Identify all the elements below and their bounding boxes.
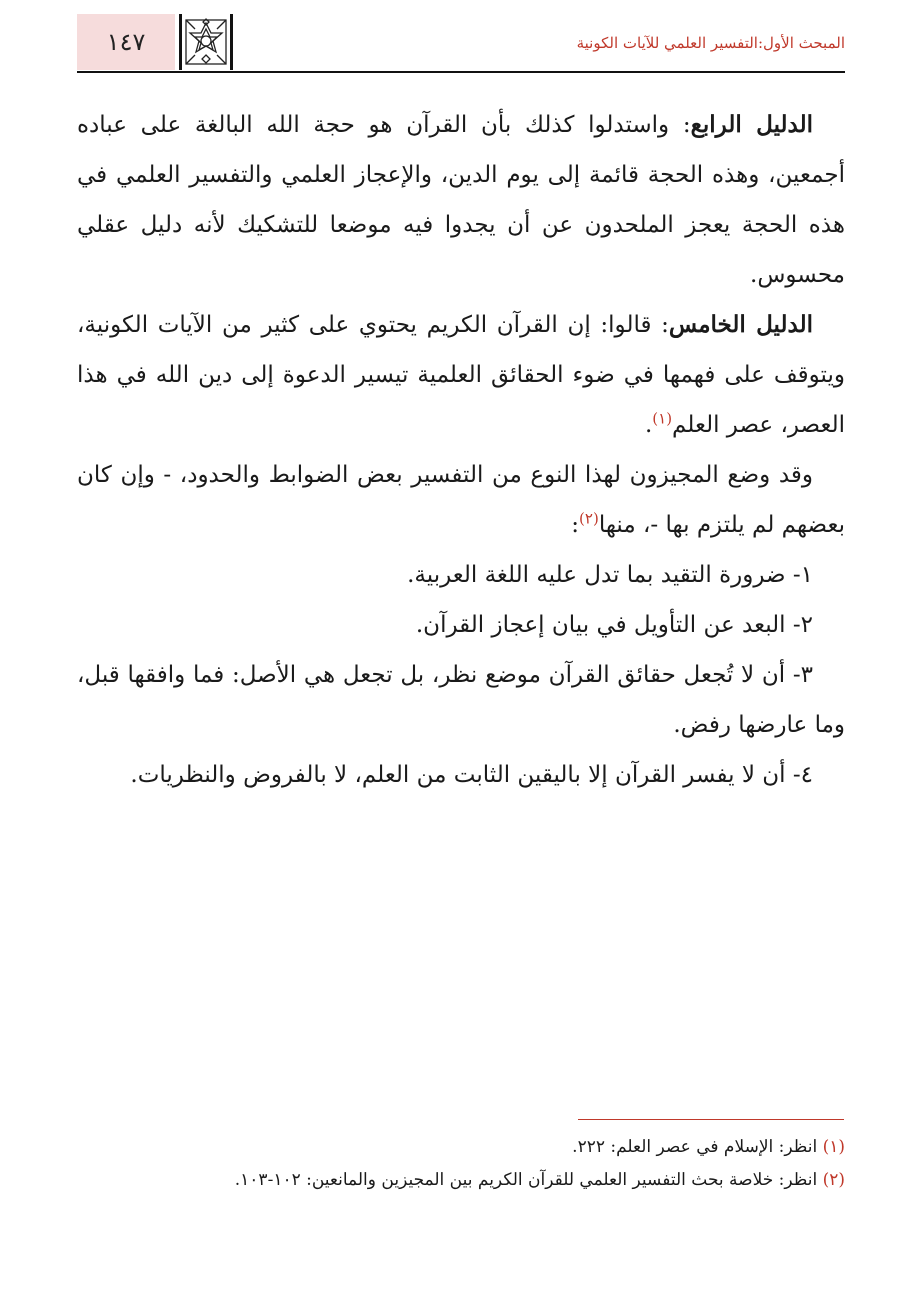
footnote-1-text: انظر: الإسلام في عصر العلم: ٢٢٢. bbox=[572, 1137, 823, 1157]
criteria-item-1: ١- ضرورة التقيد بما تدل عليه اللغة العربية. bbox=[407, 562, 813, 588]
footnote-2 bbox=[77, 1164, 845, 1197]
geometric-star-ornament-icon bbox=[175, 14, 237, 70]
running-title: المبحث الأول:التفسير العلمي للآيات الكونية bbox=[576, 34, 845, 52]
page-number: ١٤٧ bbox=[77, 14, 175, 70]
footnote-2-text: انظر: خلاصة بحث التفسير العلمي للقرآن الكريم بين المجيزين والمانعين: ١٠٢-١٠٣. bbox=[234, 1170, 823, 1190]
criteria-item-3: ٣- أن لا تُجعل حقائق القرآن موضع نظر، بل تجعل هي الأصل: فما وافقها قبل، وما عارضها رفض. bbox=[77, 662, 845, 738]
footnote-divider bbox=[578, 1119, 844, 1120]
footnote-2-number: (٢) bbox=[822, 1170, 845, 1190]
fourth-proof-text: : واستدلوا كذلك بأن القرآن هو حجة الله البالغة على عباده أجمعين، وهذه الحجة قائمة إلى يوم الدين، والإعجاز العلمي والتفسير العلمي في هذه الحجة يعجز الملحدون عن أن يجدوا فيه موضعا للتشكيك لأنه دليل عقلي محسوس. bbox=[77, 112, 845, 288]
fifth-proof-text: : قالوا: إن القرآن الكريم يحتوي على كثير من الآيات الكونية، ويتوقف على فهمها في ضوء الحقائق العلمية تيسير الدعوة إلى دين الله في هذا العصر، عصر العلم bbox=[77, 312, 845, 438]
footnotes bbox=[77, 1131, 845, 1197]
fifth-proof-end: . bbox=[644, 412, 653, 438]
page-header bbox=[77, 14, 845, 74]
main-text bbox=[77, 100, 845, 800]
footnote-ref-1[interactable]: (١) bbox=[652, 409, 673, 428]
footnote-1-number: (١) bbox=[822, 1137, 845, 1157]
criteria-intro-text: وقد وضع المجيزون لهذا النوع من التفسير بعض الضوابط والحدود، - وإن كان بعضهم لم يلتزم بها -، منها bbox=[77, 462, 845, 538]
criteria-intro-end: : bbox=[571, 512, 580, 538]
header-divider bbox=[77, 71, 845, 73]
fifth-proof-label: الدليل الخامس bbox=[668, 311, 813, 338]
criteria-item-4: ٤- أن لا يفسر القرآن إلا باليقين الثابت من العلم، لا بالفروض والنظريات. bbox=[130, 762, 813, 788]
footnote-1 bbox=[77, 1131, 845, 1164]
paragraph-fifth-proof bbox=[77, 300, 845, 450]
paragraph-fourth-proof bbox=[77, 100, 845, 300]
fourth-proof-label: الدليل الرابع bbox=[690, 111, 813, 138]
criteria-item-2: ٢- البعد عن التأويل في بيان إعجاز القرآن. bbox=[415, 612, 813, 638]
footnote-ref-2[interactable]: (٢) bbox=[579, 509, 599, 528]
paragraph-criteria-intro bbox=[77, 450, 845, 550]
